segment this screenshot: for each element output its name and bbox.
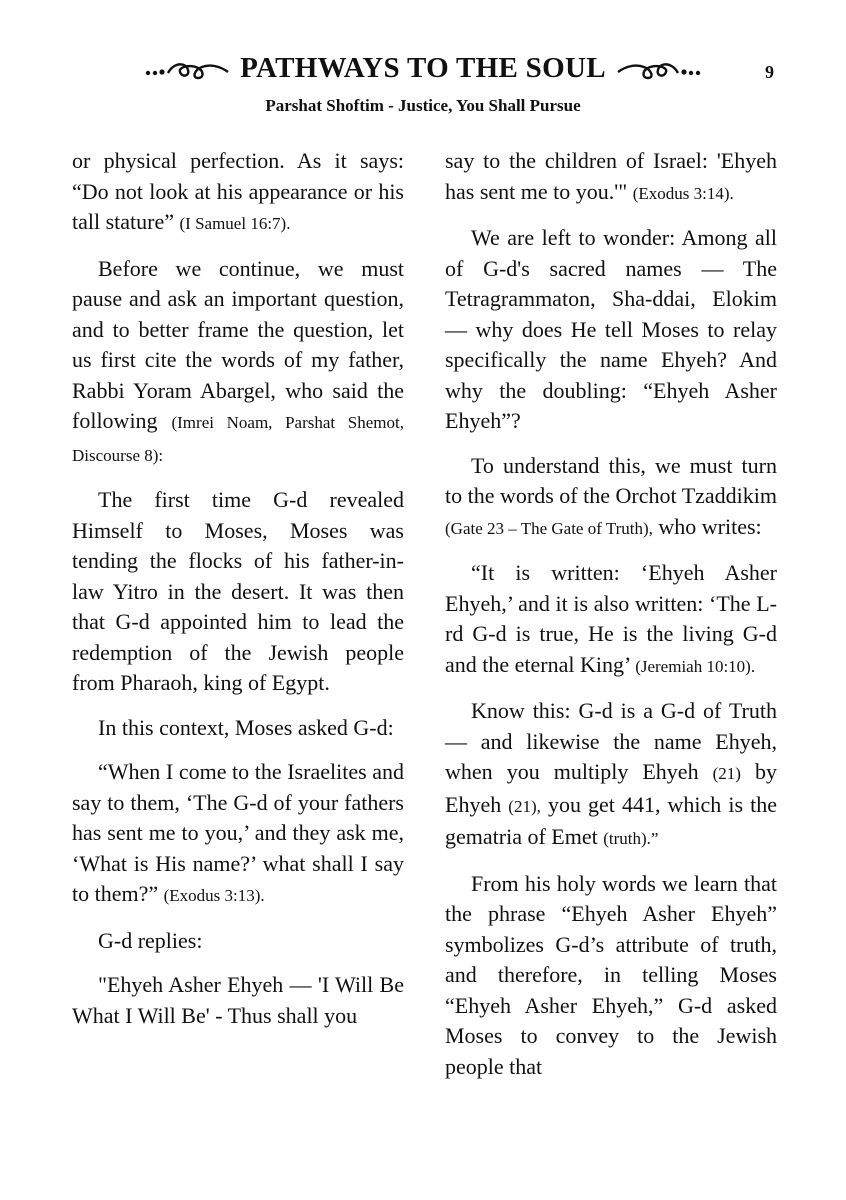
number-note: (21) bbox=[712, 764, 741, 783]
paragraph-text: Before we continue, we must pause and ask an important question, and to better frame the question, let us first cite the words of my father, Rabbi Yoram Abargel, who said the following bbox=[72, 255, 404, 433]
citation: (I Samuel 16:7). bbox=[179, 214, 291, 233]
paragraph bbox=[445, 696, 777, 855]
paragraph-text: We are left to wonder: Among all of G-d's sacred names — The Tetragrammaton, Sha-ddai, Elokim — why does He tell Moses to relay specifically the name Ehyeh? And why the doubling: “Ehyeh Asher Ehyeh”? bbox=[445, 225, 777, 433]
paragraph bbox=[72, 146, 404, 240]
paragraph-text: "Ehyeh Asher Ehyeh — 'I Will Be What I Will Be' - Thus shall you bbox=[72, 972, 404, 1028]
paragraph bbox=[445, 146, 777, 209]
number-note: (truth).” bbox=[603, 829, 659, 848]
running-header bbox=[0, 52, 846, 85]
paragraph-text: Know this: G-d is a G-d of Truth — and likewise the name Ehyeh, when you multiply Ehyeh bbox=[445, 698, 777, 784]
paragraph bbox=[72, 926, 404, 957]
paragraph bbox=[72, 254, 404, 472]
paragraph-text: From his holy words we learn that the phrase “Ehyeh Asher Ehyeh” symbolizes G-d’s attribute of truth, and therefore, in telling Moses “Ehyeh Asher Ehyeh,” G-d asked Moses to convey to the Jewish people that bbox=[445, 870, 777, 1079]
paragraph bbox=[72, 757, 404, 912]
paragraph-text: who writes: bbox=[658, 513, 762, 539]
paragraph-text: “When I come to the Israelites and say to them, ‘The G-d of your fathers has sent me to you,’ and they ask me, ‘What is His name?’ what shall I say to them?” bbox=[72, 759, 404, 906]
citation: (Imrei Noam, Parshat Shemot, Discourse 8): bbox=[72, 413, 405, 465]
right-column bbox=[445, 146, 777, 1096]
paragraph-text: by Ehyeh bbox=[445, 759, 778, 817]
chapter-subtitle: Parshat Shoftim - Justice, You Shall Pursue bbox=[265, 96, 581, 115]
paragraph-text: To understand this, we must turn to the words of the Orchot Tzaddikim bbox=[445, 452, 777, 508]
paragraph-text: G-d replies: bbox=[98, 927, 203, 953]
paragraph bbox=[72, 713, 404, 744]
paragraph-text: or physical perfection. As it says: “Do not look at his appearance or his tall stature” bbox=[72, 148, 404, 234]
paragraph-text: In this context, Moses asked G-d: bbox=[98, 714, 394, 740]
publication-title: PATHWAYS TO THE SOUL bbox=[240, 52, 606, 84]
paragraph-text: The first time G-d revealed Himself to Moses, Moses was tending the flocks of his father-in-law Yitro in the desert. It was then that G-d appointed him to lead the redemption of the Jewish people from Pharaoh, king of Egypt. bbox=[72, 487, 404, 695]
paragraph bbox=[445, 451, 777, 545]
header-title-row bbox=[144, 52, 702, 85]
paragraph bbox=[445, 223, 777, 437]
citation: (Exodus 3:13). bbox=[163, 886, 265, 905]
paragraph-text: you get 441, which is the gematria of Emet bbox=[445, 791, 777, 849]
page-number: 9 bbox=[765, 62, 774, 82]
paragraph bbox=[445, 558, 777, 682]
paragraph bbox=[445, 869, 777, 1083]
paragraph-text: say to the children of Israel: 'Ehyeh has sent me to you.'" bbox=[445, 148, 777, 204]
right-flourish-icon bbox=[614, 58, 702, 80]
number-note: (21), bbox=[508, 796, 541, 816]
left-column bbox=[72, 146, 404, 1045]
citation: (Exodus 3:14). bbox=[632, 183, 734, 203]
left-flourish-icon bbox=[144, 58, 232, 80]
paragraph-text: “It is written: ‘Ehyeh Asher Ehyeh,’ and it is also written: ‘The L-rd G-d is true, He is the living G-d and the eternal King’ bbox=[445, 560, 777, 677]
paragraph bbox=[72, 970, 404, 1031]
citation: (Jeremiah 10:10). bbox=[635, 656, 756, 676]
paragraph bbox=[72, 485, 404, 699]
citation: (Gate 23 – The Gate of Truth), bbox=[445, 518, 653, 538]
